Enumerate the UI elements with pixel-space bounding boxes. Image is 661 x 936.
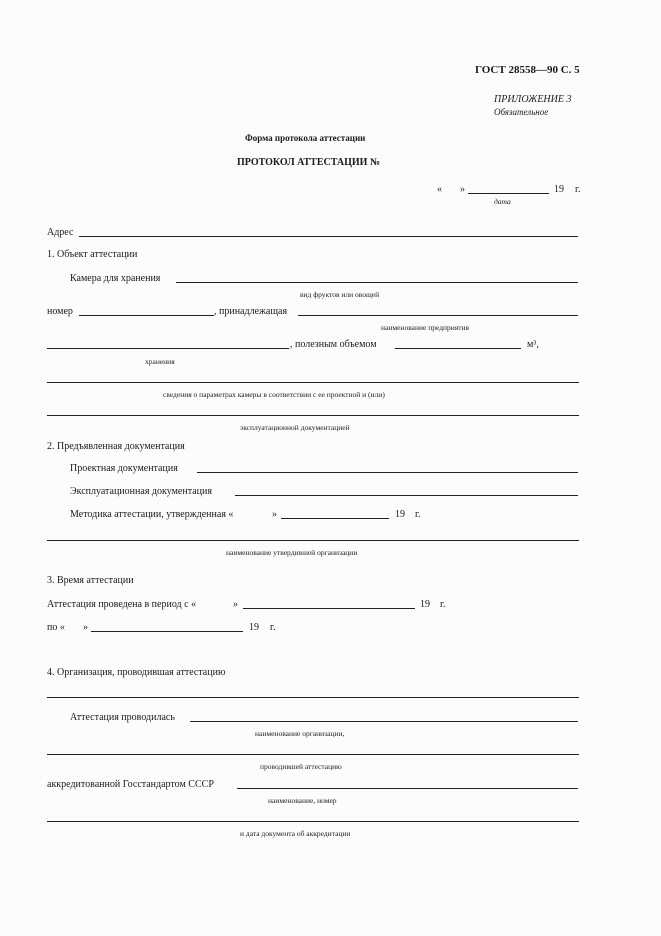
storage-caption: хранения [145, 357, 175, 366]
period-from-quote-close: » [233, 599, 238, 610]
method-date-field[interactable] [281, 518, 389, 519]
accreditation-doc-field[interactable] [47, 821, 579, 822]
conducted-field-2[interactable] [47, 754, 579, 755]
date-quote-open: « [437, 184, 442, 195]
enterprise-caption: наименование предприятия [381, 323, 469, 332]
section-2-title: 2. Предъявленная документация [47, 441, 185, 452]
address-field[interactable] [79, 236, 578, 237]
method-year: 19 [395, 509, 405, 520]
conducted-field[interactable] [190, 721, 578, 722]
exploit-doc-input[interactable] [235, 495, 578, 496]
belongs-label: , принадлежащая [214, 306, 288, 317]
conducted-caption: проводившей аттестацию [260, 762, 342, 771]
date-quote-close: » [460, 184, 465, 195]
appendix-label: ПРИЛОЖЕНИЕ 3 [494, 94, 572, 105]
exploit-doc-field[interactable] [47, 415, 579, 416]
conducted-label: Аттестация проводилась [70, 712, 175, 723]
address-label: Адрес [47, 227, 74, 238]
exploit-caption: эксплуатационной документацией [240, 423, 350, 432]
period-from-g: г. [440, 599, 446, 610]
exploit-doc-label: Эксплуатационная документация [70, 486, 212, 497]
section-1-title: 1. Объект аттестации [47, 249, 138, 260]
volume-label: , полезным объемом [290, 339, 377, 350]
project-doc-field[interactable] [197, 472, 578, 473]
storage-field[interactable] [47, 348, 289, 349]
period-to-label: по « [47, 622, 65, 633]
approving-org-field[interactable] [47, 540, 579, 541]
period-from-year: 19 [420, 599, 430, 610]
chamber-caption: вид фруктов или овощей [300, 290, 380, 299]
approving-org-caption: наименование утвердившей организации [226, 548, 358, 557]
project-doc-label: Проектная документация [70, 463, 178, 474]
period-from-label: Аттестация проведена в период с « [47, 599, 197, 610]
accredited-label: аккредитованной Госстандартом СССР [47, 779, 214, 790]
section-4-title: 4. Организация, проводившая аттестацию [47, 667, 226, 678]
method-label: Методика аттестации, утвержденная « [70, 509, 234, 520]
form-title: Форма протокола аттестации [245, 133, 366, 143]
doc-date-caption: и дата документа об аккредитации [240, 829, 351, 838]
org-name-caption: наименование организации, [255, 729, 345, 738]
period-from-field[interactable] [243, 608, 415, 609]
accreditation-field[interactable] [237, 788, 578, 789]
number-field[interactable] [79, 315, 214, 316]
params-field[interactable] [47, 382, 579, 383]
method-quote-close: » [272, 509, 277, 520]
date-year: 19 [554, 184, 564, 195]
chamber-field[interactable] [176, 282, 578, 283]
volume-unit: м³, [527, 339, 539, 350]
section-4-field[interactable] [47, 697, 579, 698]
method-g: г. [415, 509, 421, 520]
enterprise-field[interactable] [298, 315, 578, 316]
gost-number: ГОСТ 28558—90 С. 5 [475, 64, 580, 76]
period-to-year: 19 [249, 622, 259, 633]
mandatory-label: Обязательное [494, 107, 549, 117]
period-to-field[interactable] [91, 631, 243, 632]
date-month-field[interactable] [468, 193, 549, 194]
name-number-caption: наименование, номер [268, 796, 337, 805]
params-caption: сведения о параметрах камеры в соответствии с ее проектной и (или) [163, 390, 385, 399]
date-g: г. [575, 184, 581, 195]
volume-field[interactable] [395, 348, 521, 349]
protocol-title: ПРОТОКОЛ АТТЕСТАЦИИ № [237, 157, 381, 168]
number-label: номер [47, 306, 73, 317]
period-to-g: г. [270, 622, 276, 633]
date-caption: дата [494, 197, 511, 206]
period-to-quote-close: » [83, 622, 88, 633]
chamber-label: Камера для хранения [70, 273, 161, 284]
section-3-title: 3. Время аттестации [47, 575, 134, 586]
